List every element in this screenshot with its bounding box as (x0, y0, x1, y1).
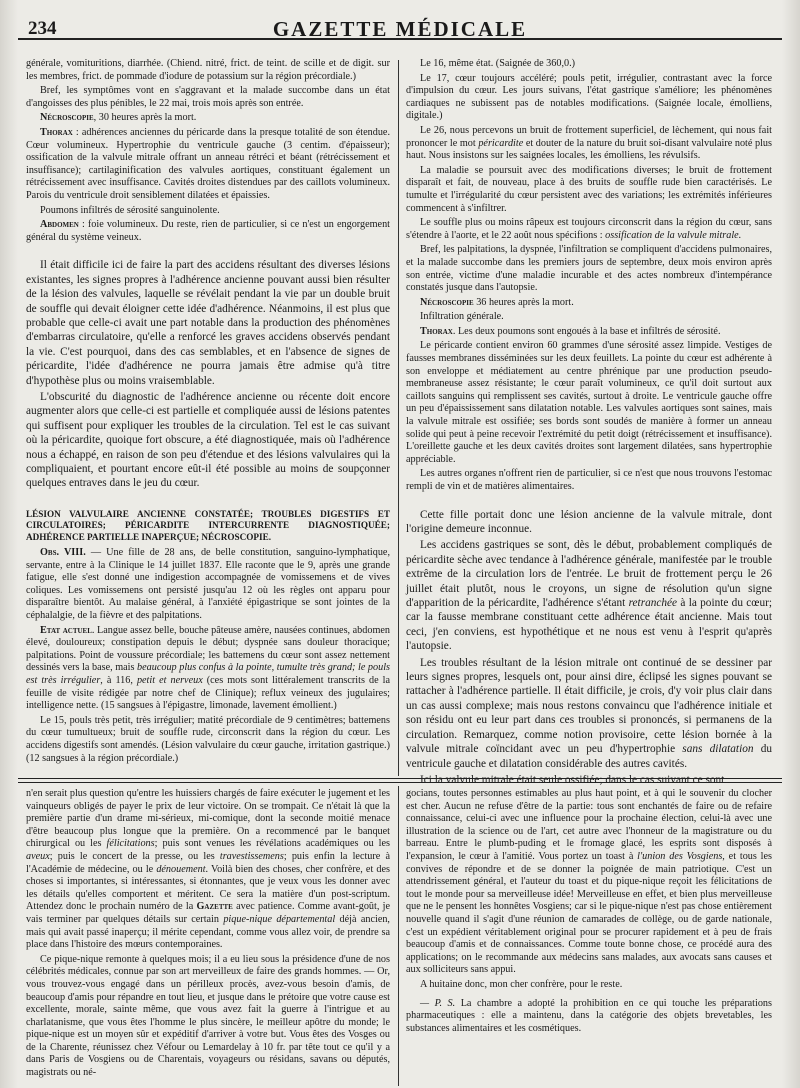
left-column-bottom (26, 788, 390, 1084)
paragraph: — P. S. La chambre a adopté la prohibition en ce qui touche les préparations pharmaceutiques : elle a maintenu, dans la catégorie des objets brevetables, les substances alimentaires et les cosmétiques. (406, 997, 772, 1034)
paragraph: Nécroscopie, 30 heures après la mort. (40, 112, 197, 124)
page-header (18, 8, 782, 40)
discussion-paragraph: Ici la valvule mitrale était seule ossifiée; dans le cas suivant ce sont (420, 773, 725, 786)
paragraph: gocians, toutes personnes estimables au plus haut point, et à qui le souvenir du clocher est cher. Aucun ne refuse d'être de la partie: tous sont enchantés de faire ou de refaire connaissance, celui-ci avec une influence pour la prochaine élection, celui-là avec une illustration de la science ou de l'art, cet autre avec l'honneur de la magistrature ou du barreau. Entre le plumb-puding et le fromage glacé, les esprits sont disposés à l'expansion, le cœur à l'amitié. Vous portez un toast à l'union des Vosgiens, et tous les convives de répondre et de se donner la poignée de main patriotique. C'est un attendrissement général, et l'auteur du toast et du pique-nique reçoit les félicitations de tout le monde pour sa merveilleuse idée! Merveilleuse en effet, et bien plus merveilleuse que ne le pensent les honnêtes Vosgiens; car si le pique-nique n'est pas chose entièrement nouvelle quand il s'agit d'une réunion de camarades de collège, ou de garde nationale, c'est un expédient véritablement original pour se procurer rapidement et à peu de frais beaucoup d'amis et de connaissances. Comme toute bonne chose, ce procédé aura des applications; on le recommande aux médecins sans malades, aux avocats sans causes et aux solliciteurs sans appui. (406, 788, 772, 976)
etat-label: Etat actuel (40, 624, 92, 636)
paragraph: Nécroscopie 36 heures après la mort. (420, 296, 574, 308)
discussion-paragraph: L'obscurité du diagnostic de l'adhérence ancienne ou récente doit encore augmenter alors que celle-ci est partielle et compliquée aussi de lésions patentes qui suffisent pour expliquer les troubles de la circulation. Tel est le cas suivant où la péricardite, quoique fort obscure, a été diagnostiquée, mais où l'adhérence nous a échappé, en raison de son peu d'étendue et des lésions valvulaires qui la compliquaient, et pourtant encore eût-il été possible au moins de soupçonner quelques entraves dans le jeu du cœur. (26, 390, 390, 490)
paragraph: Bref, les symptômes vont en s'aggravant et la malade succombe dans un état d'angoisses des plus pénibles, le 22 mai, trois mois après son entrée. (26, 85, 390, 109)
thorax-label: Thorax (40, 126, 73, 138)
paragraph: Le souffle plus ou moins râpeux est toujours circonscrit dans la région du cœur, sans s'étendre à l'aorte, et le 22 août nous spécifions : ossification de la valvule mitrale. (406, 217, 772, 241)
page-edge-left (0, 0, 18, 1088)
paragraph: Thorax. Les deux poumons sont engoués à la base et infiltrés de sérosité. (420, 325, 721, 337)
discussion-paragraph: Cette fille portait donc une lésion ancienne de la valvule mitrale, dont l'origine demeure inconnue. (406, 508, 772, 535)
left-column-top (26, 58, 390, 774)
discussion-paragraph: Les troubles résultant de la lésion mitrale ont continué de se dessiner par leurs signes propres, lesquels ont, pour ainsi dire, éclipsé les signes pouvant se rattacher à l'adhérence partielle. Il était difficile, je crois, d'y voir plus clair dans un cas aussi complexe; mais nous restons convaincu que l'adhérence initiale et son résidu ont eu leur part dans ces troubles si prononcés, si permanens de la circulation. Remarquez, comme notion provisoire, cette lésion bornée à la valvule mitrale coïncidant avec un peu d'hypertrophie sans dilatation du ventricule gauche et dilatation considérable des autres cavités. (406, 656, 772, 770)
page-number: 234 (28, 18, 57, 39)
paragraph: Poumons infiltrés de sérosité sanguinolente. (40, 204, 220, 216)
paragraph: Ce pique-nique remonte à quelques mois; il a eu lieu sous la présidence d'une de nos célébrités médicales, connue par son art merveilleux de faire des grands hommes. — Or, vous trouvez-vous engagé dans un périlleux procès, avez-vous besoin d'amis, de beaucoup d'amis pour répandre en tout lieu, et jusque dans le prétoire que votre cause est excellente, morale, sainte même, que vous avez fait la guerre à l'intrigue et au charlatanisme, que vous êtes l'homme le plus sincère, le meilleur apôtre du monde; le pique-nique est un moyen sûr et expéditif d'arriver à votre but. Vous êtes des Vosges ou de la Charente, réunissez chez Véfour ou Lemardelay à 10 fr. par tête tout ce qu'il y a dans Paris de Vosgiens ou de Charentais, voyageurs ou résidans, savans ou députés, magistrats ou né- (26, 953, 390, 1079)
paragraph: Thorax : adhérences anciennes du péricarde dans la presque totalité de son étendue. Cœur volumineux. Hypertrophie du ventricule gauche (3 centim. d'épaisseur); ossification de la valvule mitrale offrant un anneau rétréci et béant (rétrécissement et insuffisance); cartilaginification des valvules aortiques, constituant également un rétrécissement avec insuffisance. Cavités droites distendues par des caillots volumineux. Parois du ventricule droit sensiblement dilatées et épaissies. (26, 126, 390, 201)
paragraph: Obs. VIII. — Une fille de 28 ans, de belle constitution, sanguino-lymphatique, servante, entre à la Clinique le 14 juillet 1837. Elle raconte que le 9, après une grande fatigue, elle s'est donné une indigestion accompagnée de vomissemens et de vives coliques. Les vomissemens ont persisté jusqu'au 12 où les règles ont apparu pour disparaître bientôt. Au malaise général, à l'anxiété épigastrique se sont jointes de la céphalalgie, de la fièvre et des palpitations. (26, 547, 390, 621)
paragraph: Le péricarde contient environ 60 grammes d'une sérosité assez limpide. Vestiges de fausses membranes disséminées sur les deux feuillets. La pointe du cœur est adhérente à son enveloppe et médiatement au centre phrénique par une production pseudo-membraneuse assez résistante; le cœur paraît volumineux, ce qu'il doit surtout aux caillots sanguins qui remplissent ses cavités, surtout à droite. Le ventricule gauche offre un peu d'épaississement sans dilatation notable. Les valvules aortiques sont saines, mais la valvule mitrale est ossifiée; ses bords sont soudés de manière à former un anneau solide qui peut à peine recevoir l'extrémité du petit doigt (rétrécissement et insuffisance). L'oreillette gauche et les deux cavités droites sont largement dilatées, sans hypertrophie appréciable. (406, 340, 772, 465)
abdomen-label: Abdomen (40, 219, 79, 231)
spacer (26, 493, 390, 503)
spacer (406, 496, 772, 508)
paragraph: Le 15, pouls très petit, très irrégulier; matité précordiale de 9 centimètres; battemens du cœur tumultueux; bruit de souffle rude, circonscrit dans la région du cœur. Les accidens digestifs sont amendés. (Lésion valvulaire du cœur gauche, irritation gastrique.) (12 sangsues à la région précordiale.) (26, 714, 390, 764)
page-title: GAZETTE MÉDICALE (272, 17, 528, 41)
paragraph: A huitaine donc, mon cher confrère, pour le reste. (420, 978, 623, 990)
column-divider (398, 60, 399, 776)
paragraph: générale, vomituritions, diarrhée. (Chiend. nitré, frict. de teint. de scille et de digit. sur les membres, frict. de pommade d'iodure de potassium sur la région précordiale.) (26, 58, 390, 82)
paragraph: Le 26, nous percevons un bruit de frottement superficiel, de lèchement, qui nous fait prononcer le mot péricardite et douter de la nature du bruit soi-disant valvulaire noté plus haut. Nous insistons sur les saignées locales, les émolliens, les révulsifs. (406, 124, 772, 162)
right-column-bottom (406, 788, 772, 1084)
observation-label: Obs. VIII. (40, 547, 86, 559)
paragraph: Les autres organes n'offrent rien de particulier, si ce n'est que nous trouvons l'estomac rempli de vin et de matières alimentaires. (406, 468, 772, 492)
paragraph: Infiltration générale. (420, 311, 504, 323)
necroscopy-label: Nécroscopie (40, 112, 94, 124)
necroscopy-label: Nécroscopie (420, 296, 474, 308)
discussion-paragraph: Les accidens gastriques se sont, dès le début, probablement compliqués de péricardite sèche avec tendance à l'adhérence générale, manifestée par le trouble extrême de la circulation lors de l'entrée. Le bruit de frottement perçu le 26 juillet était plutôt, nous le croyons, un signe de résolution qu'un signe d'apparition de la péricardite, l'adhérence s'étant retranchée à la pointe du cœur; car la fausse membrane constituant cette adhérence était ancienne. Mais tout ceci, j'en conviens, est hypothétique et ne nous est venu à l'esprit qu'après l'autopsie. (406, 539, 773, 653)
paragraph: La maladie se poursuit avec des modifications diverses; le bruit de frottement disparaît et fait, de nouveau, place à des bruits de souffle rude bien caractérisés. Le tumulte et l'irrégularité du cœur persistent avec des variations; les extrémités inférieures commencent à s'infiltrer. (406, 164, 772, 214)
spacer (26, 246, 390, 258)
section-heading: LÉSION VALVULAIRE ANCIENNE CONSTATÉE; TROUBLES DIGESTIFS ET CIRCULATOIRES; PÉRICARDITE INTERCURRENTE DIAGNOSTIQUÉE; ADHÉRENCE PARTIELLE INAPERÇUE; NÉCROSCOPIE. (26, 508, 390, 542)
page-edge-right (782, 0, 800, 1088)
paragraph: Bref, les palpitations, la dyspnée, l'infiltration se compliquent d'accidens pulmonaires, et la malade succombe dans les premiers jours de septembre, deux mois environ après son entrée, victime d'une maladie incurable et des actes nombreux d'intempérance constatés jusque dans l'autopsie. (406, 244, 772, 294)
right-column-top (406, 58, 773, 786)
paragraph: Le 17, cœur toujours accéléré; pouls petit, irrégulier, contrastant avec la force d'impulsion du cœur. Les jours suivans, l'état gastrique s'améliore; les phénomènes cardiaques ne subissent pas de notables modifications. (Saignée locale, émolliens, digitale.) (406, 72, 772, 122)
ps-label: — P. S. (420, 997, 456, 1009)
feuilleton-divider (18, 778, 782, 783)
paragraph: Etat actuel. Langue assez belle, bouche pâteuse amère, nausées continues, abdomen élevé, douloureux; constipation depuis le début; dyspnée sans douleur thoracique; palpitations. Point de voussure précordiale; les battemens du cœur sont assez nettement dessinés vers la base, mais beaucoup plus confus à la pointe, tumulte très grand; le pouls est très irrégulier, à 116, petit et nerveux (ces mots sont littéralement transcrits de la feuille de visite rédigée par notre chef de Clinique); reflux veineux des jugulaires; intelligence nette. (15 sangsues à l'épigastre, limonade, lavement émollient.) (26, 624, 391, 712)
thorax-label: Thorax (420, 325, 453, 337)
paragraph: Le 16, même état. (Saignée de 360,0.) (420, 58, 576, 69)
discussion-paragraph: Il était difficile ici de faire la part des accidens résultant des diverses lésions existantes, les signes propres à l'adhérence ancienne pouvant aussi bien résulter de la lésion des valvules, laquelle se révélait pendant la vie par un double bruit de souffle qui devait éloigner cette idée d'adhérence. Néanmoins, il est plus que probable que celle-ci avait une part notable dans la production des phénomènes d'embarras circulatoire, qu'elle a renforcé les graves accidens observés pendant la vie. C'est pourquoi, dans des cas semblables, et en l'absence de signes de péricardite, l'idée d'adhérence ne pourra jamais être admise qu'à titre d'hypothèse plus ou moins vraisemblable. (26, 259, 390, 387)
paragraph: n'en serait plus question qu'entre les huissiers chargés de faire exécuter le jugement et les vainqueurs obligés de payer le prix de leur victoire. On se trompait. Ce n'était là que la première partie d'un drame mi-sérieux, mi-comique, dont la seconde moitié menace d'être beaucoup plus longue que la première. On a recommencé par le banquet chirurgical ou les félicitations; puis sont venues les révélations académiques ou les aveux; puis le concert de la presse, ou les travestissemens; puis enfin la lecture à l'Académie de médecine, ou le dénouement. Voilà bien des choses, cher confrère, et des choses si importantes, si intéressantes, si étonnantes, que je veux vous les donner avec les détails qu'elles comportent et méritent. Ce sera la matière d'un post-scriptum. Attendez donc le prochain numéro de la Gazette avec patience. Comme avant-goût, je vais terminer par quelques détails sur certain pique-nique départemental déjà ancien, mais qui avait passé inaperçu; il mérite cependant, comme vous allez voir, de prendre sa place dans l'histoire des mœurs contemporaines. (26, 788, 391, 951)
column-divider (398, 786, 399, 1086)
paragraph: Abdomen : foie volumineux. Du reste, rien de particulier, si ce n'est un engorgement général du système veineux. (26, 219, 390, 243)
